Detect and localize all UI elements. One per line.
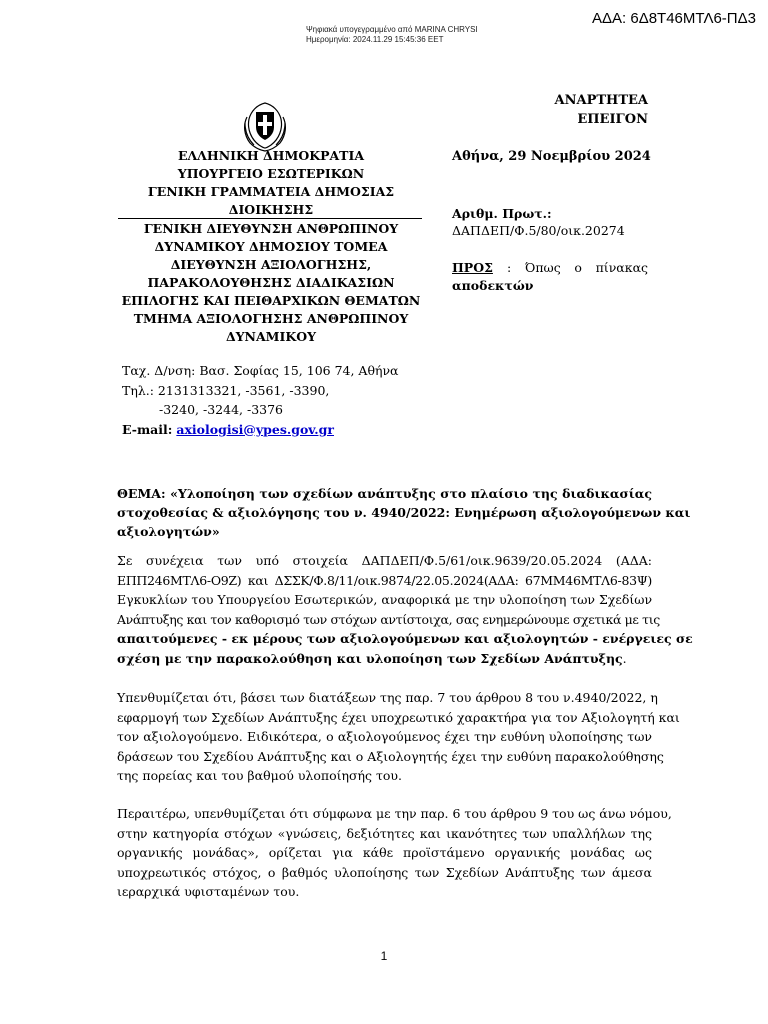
department-line: ΔΥΝΑΜΙΚΟΥ ΔΗΜΟΣΙΟΥ ΤΟΜΕΑ xyxy=(154,239,388,254)
paragraph-line: τον αξιολογούμενο. Ειδικότερα, ο αξιολογούμενος έχει την ευθύνη υλοποίησης των xyxy=(117,729,652,745)
department-line: ΔΙΕΥΘΥΝΣΗ ΑΞΙΟΛΟΓΗΣΗΣ, xyxy=(170,257,372,272)
secretariat-line: ΔΙΟΙΚΗΣΗΣ xyxy=(228,202,314,217)
paragraph-end: . xyxy=(622,650,627,666)
email-link[interactable]: axiologisi@ypes.gov.gr xyxy=(176,421,334,437)
document-date: Αθήνα, 29 Νοεμβρίου 2024 xyxy=(452,149,651,164)
department-line: ΔΥΝΑΜΙΚΟΥ xyxy=(225,329,317,344)
paragraph-line xyxy=(117,649,652,669)
paragraph-line: Περαιτέρω, υπενθυμίζεται ότι σύμφωνα με την παρ. 6 του άρθρου 9 του ως άνω νόμου, xyxy=(117,806,672,821)
page-number: 1 xyxy=(380,949,388,963)
paragraph-line: Σε συνέχεια των υπό στοιχεία ΔΑΠΔΕΠ/Φ.5/61/οικ.9639/20.05.2024 (ΑΔΑ: xyxy=(117,553,652,568)
paragraph-line: εφαρμογή των Σχεδίων Ανάπτυξης έχει υποχρεωτικό χαρακτήρα για τον Αξιολογητή και xyxy=(117,709,680,725)
digital-signature xyxy=(306,25,478,45)
paragraph-line: Εγκυκλίων του Υπουργείου Εσωτερικών, αναφορικά με την υλοποίηση των Σχεδίων xyxy=(117,592,653,608)
signature-date: Ημερομηνία: 2024.11.29 15:45:36 EET xyxy=(306,35,444,44)
paragraph-targets xyxy=(117,804,672,902)
protocol-label: Αριθμ. Πρωτ.: xyxy=(452,206,552,221)
paragraph-line: ιεραρχικά υφισταμένων του. xyxy=(117,884,300,900)
email-label: E-mail: xyxy=(122,421,173,437)
paragraph-line: Ανάπτυξης και τον καθορισμό των στόχων αντίστοιχα, σας ενημερώνουμε σχετικά με τις xyxy=(117,611,660,627)
subject xyxy=(117,484,691,541)
post-label: ΑΝΑΡΤΗΤΕΑ xyxy=(554,93,648,108)
paragraph-line: Υπενθυμίζεται ότι, βάσει των διατάξεων της παρ. 7 του άρθρου 8 του ν.4940/2022, η xyxy=(117,690,658,705)
header-divider xyxy=(118,218,422,219)
department-line: ΕΠΙΛΟΓΗΣ ΚΑΙ ΠΕΙΘΑΡΧΙΚΩΝ ΘΕΜΑΤΩΝ xyxy=(121,293,421,308)
issuing-authority xyxy=(118,147,424,219)
paragraph-line: υποχρεωτικός στόχος, ο βαθμός υλοποίησης των Σχεδίων Ανάπτυξης των άμεσα xyxy=(117,864,652,880)
signature-signer: Ψηφιακά υπογεγραμμένο από MARINA CHRYSI xyxy=(306,25,478,34)
paragraph-line: της πορείας και του βαθμού υλοποίησής του. xyxy=(117,768,403,784)
to-label: ΠΡΟΣ xyxy=(452,260,493,275)
secretariat-line: ΓΕΝΙΚΗ ΓΡΑΜΜΑΤΕΙΑ ΔΗΜΟΣΙΑΣ xyxy=(147,184,395,199)
paragraph-line: δράσεων του Σχεδίου Ανάπτυξης και ο Αξιολογητής έχει την ευθύνη παρακολούθησης xyxy=(117,748,664,764)
urgent-label: ΕΠΕΙΓΟΝ xyxy=(577,112,648,127)
paragraph-line: ΕΠΠ246ΜΤΛ6-Ο9Ζ) και ΔΣΣΚ/Φ.8/11/οικ.9874/22.05.2024(ΑΔΑ: 67ΜΜ46ΜΤΛ6-83Ψ) xyxy=(117,572,652,588)
protocol-number: ΔΑΠΔΕΠ/Φ.5/80/οικ.20274 xyxy=(452,223,625,238)
to-text: : Όπως ο πίνακας xyxy=(507,260,649,275)
paragraph-line: οργανικής μονάδας», ορίζεται για κάθε προϊστάμενο οργανικής μονάδας ως xyxy=(117,845,652,861)
subject-line: στοχοθεσίας & αξιολόγησης του ν. 4940/2022: Ενημέρωση αξιολογούμενων και xyxy=(117,505,691,520)
department-line: ΓΕΝΙΚΗ ΔΙΕΥΘΥΝΣΗ ΑΝΘΡΩΠΙΝΟΥ xyxy=(143,221,399,236)
paragraph-obligation xyxy=(117,688,680,786)
paragraph-reference xyxy=(117,551,693,669)
contact-block xyxy=(122,361,399,439)
paragraph-line: στην κατηγορία στόχων «γνώσεις, δεξιότητες και ικανότητες των υπαλλήλων της xyxy=(117,825,652,841)
recipients xyxy=(452,259,648,295)
ministry-line: ΥΠΟΥΡΓΕΙΟ ΕΣΩΤΕΡΙΚΩΝ xyxy=(177,166,365,181)
to-text-continued: αποδεκτών xyxy=(452,278,534,293)
phone-line-continued: -3240, -3244, -3376 xyxy=(159,402,283,417)
paragraph-emphasis: σχέση με την παρακολούθηση και υλοποίηση των Σχεδίων Ανάπτυξης xyxy=(117,650,623,666)
email-line xyxy=(122,420,399,440)
issuing-department xyxy=(118,220,424,346)
department-line: ΠΑΡΑΚΟΛΟΥΘΗΣΗΣ ΔΙΑΔΙΚΑΣΙΩΝ xyxy=(147,275,395,290)
address-line: Ταχ. Δ/νση: Βασ. Σοφίας 15, 106 74, Αθήνα xyxy=(122,363,399,378)
republic-line: ΕΛΛΗΝΙΚΗ ΔΗΜΟΚΡΑΤΙΑ xyxy=(177,148,365,163)
greek-coat-of-arms-icon xyxy=(237,97,293,153)
department-line: ΤΜΗΜΑ ΑΞΙΟΛΟΓΗΣΗΣ ΑΝΘΡΩΠΙΝΟΥ xyxy=(133,311,409,326)
paragraph-line-emphasis: απαιτούμενες - εκ μέρους των αξιολογούμενων και αξιολογητών - ενέργειες σε xyxy=(117,631,693,647)
subject-line: αξιολογητών» xyxy=(117,524,220,539)
phone-line: Τηλ.: 2131313321, -3561, -3390, xyxy=(122,382,330,398)
ada-code: ΑΔΑ: 6Δ8Τ46ΜΤΛ6-ΠΔ3 xyxy=(591,10,756,27)
subject-line: ΘΕΜΑ: «Υλοποίηση των σχεδίων ανάπτυξης στο πλαίσιο της διαδικασίας xyxy=(117,486,652,501)
